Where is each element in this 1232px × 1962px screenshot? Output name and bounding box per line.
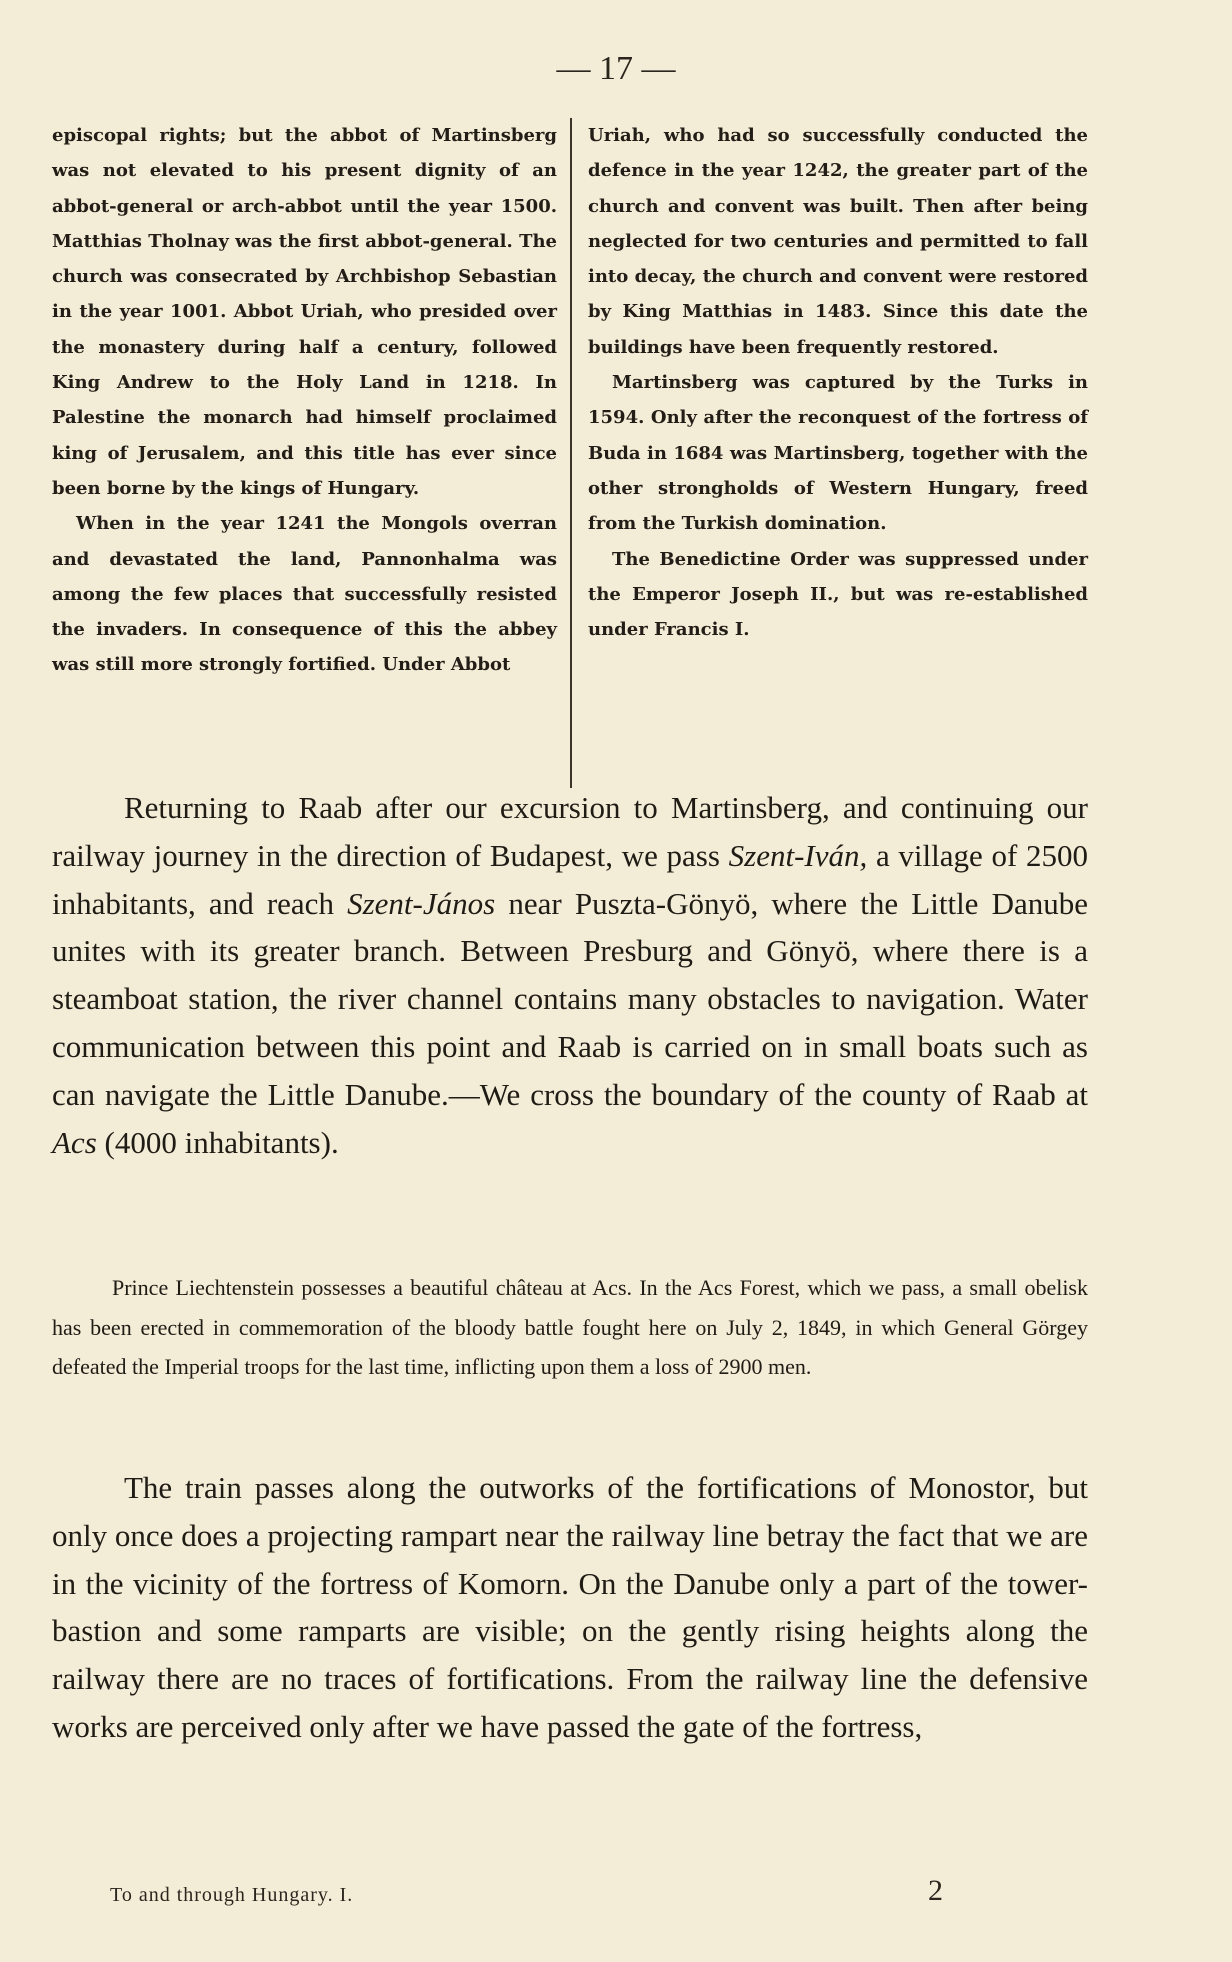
place-name: Szent-János	[347, 885, 496, 921]
main-paragraph-1	[52, 784, 1088, 1166]
text-run: near Puszta-Gönyö, where the Little Danube unites with its greater branch. Between Presburg and Gönyö, where there is a steamboat station, the river channel contains many obstacles to navigation. Water communication between this point and Raab is carried on in small boats such as can navigate the Little Danube.—We cross the boundary of the county of Raab at	[52, 885, 1088, 1112]
text-run: (4000 inhabitants).	[104, 1124, 339, 1160]
left-column	[52, 118, 557, 683]
small-print-text: Prince Liechtenstein possesses a beautiful château at Acs. In the Acs Forest, which we pass, a small obelisk has been erected in commemoration of the bloody battle fought here on July 2, 1849, in which General Görgey defeated the Imperial troops for the last time, inflicting upon them a loss of 2900 men.	[52, 1275, 1088, 1379]
text-run: Returning to Raab after our excursion to Martinsberg, and continuing our railway journey in the direction of Budapest, we pass	[52, 790, 1088, 873]
right-column-paragraph: Uriah, who had so successfully conducted the defence in the year 1242, the greater part of the church and convent was built. Then after being neglected for two centuries and permitted to fall into decay, the church and convent were restored by King Matthias in 1483. Since this date the buildings have been frequently restored.	[588, 125, 1088, 358]
place-name: Szent-Iván,	[728, 837, 868, 873]
page-number: — 17 —	[556, 50, 676, 87]
text-run: a village of 2500 inhabitants, and reach	[52, 837, 1089, 921]
two-column-section	[52, 118, 1088, 788]
right-column	[588, 118, 1088, 647]
footer-signature-mark: 2	[928, 1874, 943, 1907]
left-column-paragraph: episcopal rights; but the abbot of Martinsberg was not elevated to his present dignity of an abbot-general or arch-abbot until the year 1500. Matthias Tholnay was the first abbot-general. The church was consecrated by Archbishop Sebastian in the year 1001. Abbot Uriah, who presided over the monastery during half a century, followed King Andrew to the Holy Land in 1218. In Palestine the monarch had himself proclaimed king of Jerusalem, and this title has ever since been borne by the kings of Hungary.	[52, 125, 557, 499]
main-paragraph-2-text: The train passes along the outworks of the fortifications of Monostor, but only once does a projecting rampart near the railway line betray the fact that we are in the vicinity of the fortress of Komorn. On the Danube only a part of the tower-bastion and some ramparts are visible; on the gently rising heights along the railway there are no traces of fortifications. From the railway line the defensive works are perceived only after we have passed the gate of the fortress,	[52, 1470, 1088, 1744]
left-column-paragraph: When in the year 1241 the Mongols overran and devastated the land, Pannonhalma was among the few places that successfully resisted the invaders. In consequence of this the abbey was still more strongly fortified. Under Abbot	[52, 513, 557, 676]
place-name: Acs	[52, 1124, 97, 1160]
right-column-paragraph: The Benedictine Order was suppressed under the Emperor Joseph II., but was re-established under Francis I.	[588, 548, 1088, 641]
right-column-paragraph: Martinsberg was captured by the Turks in 1594. Only after the reconquest of the fortress of Buda in 1684 was Martinsberg, together with the other strongholds of Western Hungary, freed from the Turkish domination.	[588, 372, 1088, 535]
column-divider	[570, 118, 572, 788]
footer-book-title: To and through Hungary. I.	[110, 1884, 354, 1906]
main-paragraph-2	[52, 1464, 1088, 1751]
small-print-paragraph	[52, 1268, 1088, 1387]
